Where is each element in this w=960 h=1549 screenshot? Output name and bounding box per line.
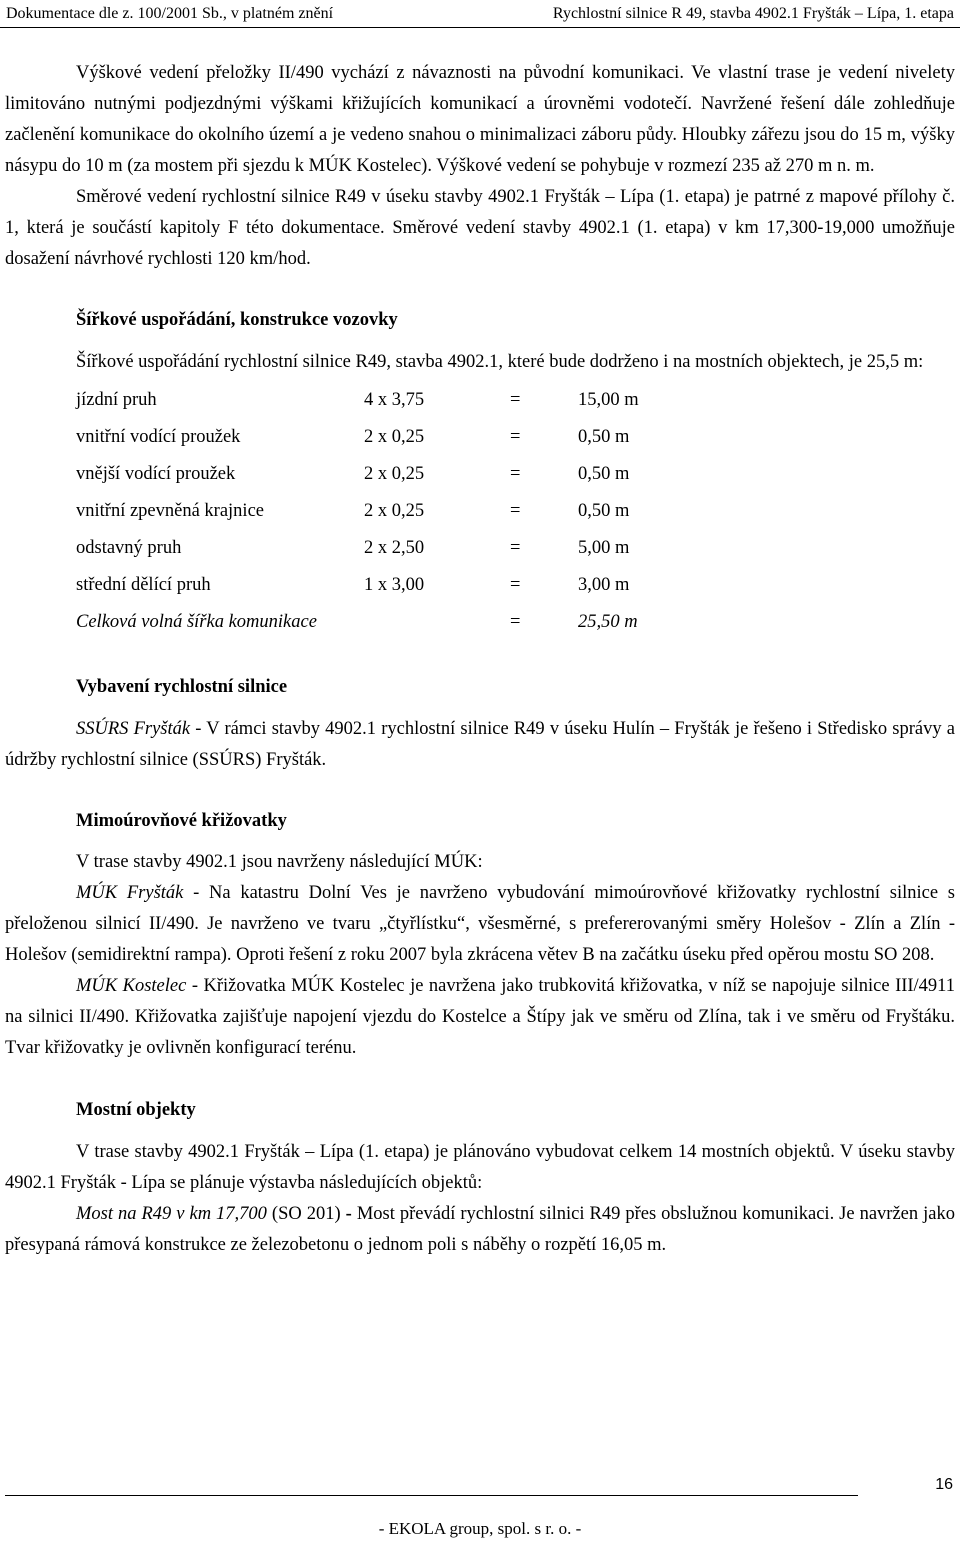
header-project-title: Rychlostní silnice R 49, stavba 4902.1 Fryšták – Lípa, 1. etapa [552, 5, 954, 22]
page-number: 16 [935, 1476, 953, 1493]
width-row-eq: = [510, 427, 521, 447]
bridge-item-code: (SO 201) [266, 1204, 346, 1224]
width-row-eq: = [510, 501, 521, 521]
width-row [76, 419, 698, 456]
width-row-eq: = [510, 575, 521, 595]
junction-kostelec-lead: MÚK Kostelec [76, 976, 187, 996]
page-footer [0, 1470, 960, 1549]
bridge-item-text: Most převádí rychlostní silnici R49 přes obslužnou komunikaci. Je navržen jako přesypaná rámová konstrukce ze železobetonu o jednom poli s náběhy o rozpětí 16,05 m. [5, 1204, 955, 1255]
width-row [76, 493, 698, 530]
width-row-formula: 1 x 3,00 [364, 575, 425, 595]
heading-road-equipment: Vybavení rychlostní silnice [76, 677, 288, 697]
junction-frystak-lead: MÚK Fryšták [76, 883, 184, 903]
width-row-formula: 2 x 2,50 [364, 538, 425, 558]
width-row-name: jízdní pruh [76, 390, 157, 410]
header-document-title: Dokumentace dle z. 100/2001 Sb., v platném znění [6, 5, 334, 22]
width-row-name: vnitřní zpevněná krajnice [76, 501, 264, 521]
width-table-body [76, 382, 698, 604]
width-row-value: 3,00 m [578, 575, 630, 595]
bridges-intro: V trase stavby 4902.1 Fryšták – Lípa (1. etapa) je plánováno vybudovat celkem 14 mostních objektů. V úseku stavby 4902.1 Fryšták - Lípa se plánuje výstavba následujících objektů: [5, 1142, 955, 1193]
width-row [76, 530, 698, 567]
bridge-item-dash: - [345, 1204, 352, 1224]
heading-grade-separated-junctions: Mimoúrovňové křižovatky [76, 811, 287, 831]
junction-frystak [5, 878, 955, 971]
header-rule [0, 27, 960, 28]
equipment-lead: SSÚRS Fryšták [76, 719, 191, 739]
width-row [76, 567, 698, 604]
heading-bridges: Mostní objekty [76, 1100, 196, 1120]
width-row-formula: 2 x 0,25 [364, 427, 425, 447]
junctions-intro: V trase stavby 4902.1 jsou navrženy následující MÚK: [76, 852, 483, 872]
width-total-eq: = [510, 612, 521, 632]
width-row-name: vnější vodící proužek [76, 464, 236, 484]
width-row-eq: = [510, 390, 521, 410]
width-row-formula: 2 x 0,25 [364, 464, 425, 484]
width-row-formula: 4 x 3,75 [364, 390, 425, 410]
junction-kostelec-text: - Křižovatka MÚK Kostelec je navržena jako trubkovitá křižovatka, v níž se napojuje silnice III/4911 na silnici II/490. Křižovatka zajišťuje napojení vjezdu do Kostelce a Štípy jak ve směru od Zlína, tak i ve směru od Fryštáku. Tvar křižovatky je ovlivněn konfigurací terénu. [5, 976, 955, 1058]
width-row [76, 382, 698, 419]
width-total-label: Celková volná šířka komunikace [76, 612, 317, 632]
footer-rule [5, 1495, 858, 1496]
width-row-eq: = [510, 464, 521, 484]
width-table [76, 382, 698, 641]
width-total-row [76, 604, 698, 641]
junction-kostelec [5, 971, 955, 1064]
width-row-eq: = [510, 538, 521, 558]
width-row [76, 456, 698, 493]
width-row-name: střední dělící pruh [76, 575, 211, 595]
page-header [0, 0, 960, 30]
footer-company: - EKOLA group, spol. s r. o. - [378, 1519, 582, 1538]
width-row-value: 0,50 m [578, 464, 630, 484]
width-intro: Šířkové uspořádání rychlostní silnice R49, stavba 4902.1, které bude dodrženo i na mostních objektech, je 25,5 m: [76, 352, 924, 372]
width-row-formula: 2 x 0,25 [364, 501, 425, 521]
page-body [5, 58, 955, 1261]
heading-width-arrangement: Šířkové uspořádání, konstrukce vozovky [76, 310, 398, 330]
width-row-name: odstavný pruh [76, 538, 182, 558]
width-total-value: 25,50 m [578, 612, 638, 632]
width-row-value: 0,50 m [578, 427, 630, 447]
junction-frystak-text: - Na katastru Dolní Ves je navrženo vybudování mimoúrovňové křižovatky rychlostní silnice s přeloženou silnicí II/490. Je navrženo ve tvaru „čtyřlístku“, všesměrné, s prefererovanými směry Holešov - Zlín a Zlín - Holešov (semidirektní rampa). Oproti řešení z roku 2007 byla zkrácena větev B na začátku úseku před opěrou mostu SO 208. [5, 883, 956, 965]
equipment-paragraph [5, 714, 955, 776]
bridge-item-lead: Most na R49 v km 17,700 [76, 1204, 267, 1224]
bridge-item [5, 1199, 955, 1261]
width-row-value: 0,50 m [578, 501, 630, 521]
width-row-name: vnitřní vodící proužek [76, 427, 241, 447]
paragraph-horizontal-alignment: Směrové vedení rychlostní silnice R49 v úseku stavby 4902.1 Fryšták – Lípa (1. etapa) je patrné z mapové přílohy č. 1, která je součástí kapitoly F této dokumentace. Směrové vedení stavby 4902.1 (1. etapa) v km 17,300-19,000 umožňuje dosažení návrhové rychlosti 120 km/hod. [5, 187, 955, 269]
width-row-value: 15,00 m [578, 390, 639, 410]
width-row-value: 5,00 m [578, 538, 630, 558]
equipment-text: - V rámci stavby 4902.1 rychlostní silnice R49 v úseku Hulín – Fryšták je řešeno i Středisko správy a údržby rychlostní silnice (SSÚRS) Fryšták. [5, 719, 955, 770]
paragraph-vertical-alignment: Výškové vedení přeložky II/490 vychází z návaznosti na původní komunikaci. Ve vlastní trase je vedení nivelety limitováno nutnými podjezdnými výškami křižujících komunikací a úrovněmi vodotečí. Navržené řešení dále zohledňuje začlenění komunikace do okolního území a je vedeno snahou o minimalizaci záboru půdy. Hloubky zářezu jsou do 15 m, výšky násypu do 10 m (za mostem při sjezdu k MÚK Kostelec). Výškové vedení se pohybuje v rozmezí 235 až 270 m n. m. [5, 63, 955, 176]
